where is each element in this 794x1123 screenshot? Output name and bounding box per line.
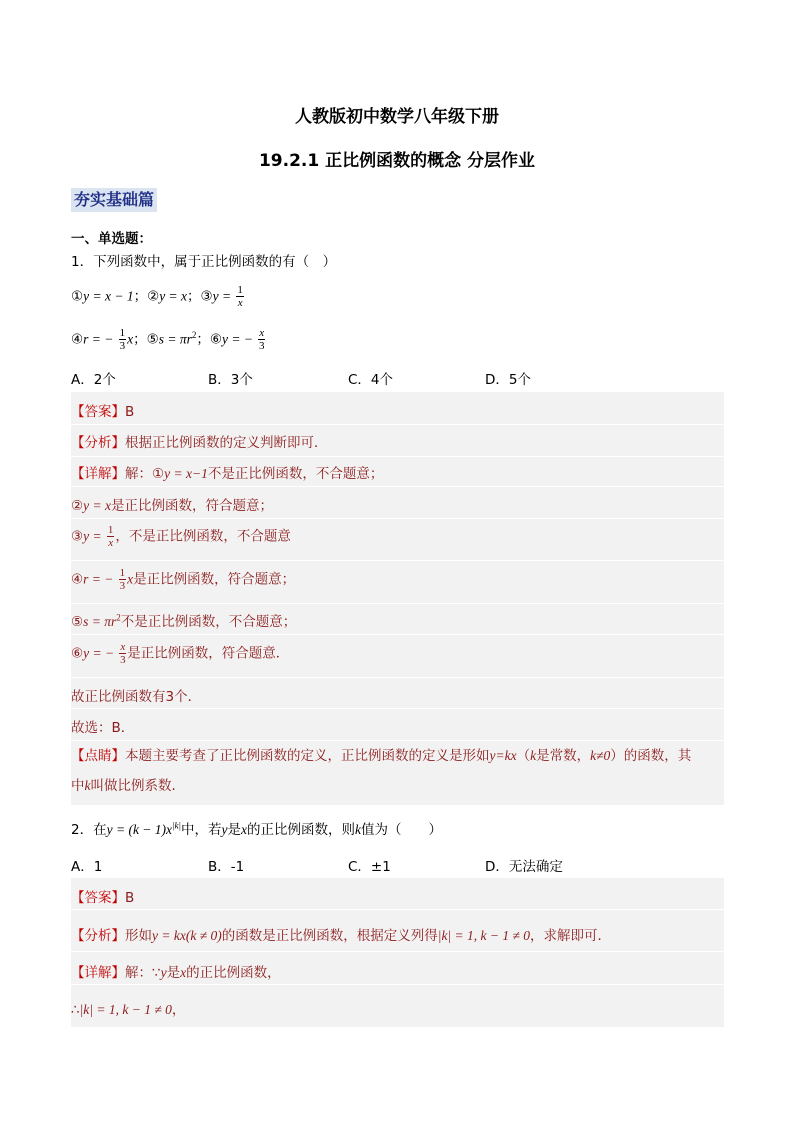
q1-items-row2: ④r = − $\frac{1}{3}$ x；⑤s = $\pi r^2$；⑥y = − $\frac{x}{3}$ — [71, 327, 265, 352]
q2-stem: 2．在$y = (k - 1)x^{|k|}$中，若y是x的正比例函数，则k值为（ ） — [71, 820, 442, 838]
divider — [71, 603, 724, 604]
q1-stem: 1．下列函数中，属于正比例函数的有（ ） — [71, 254, 337, 270]
divider — [71, 951, 724, 952]
q2-answer: 【答案】B — [71, 890, 135, 906]
q2-option-b: B．-1 — [208, 859, 245, 875]
divider — [71, 677, 724, 678]
q2-option-d: D．无法确定 — [485, 859, 563, 875]
q1-detail-6: ⑥y = − $\frac{x}{3}$ 是正比例函数，符合题意． — [71, 641, 290, 666]
divider — [71, 486, 724, 487]
q1-items-row1: ①y = x − 1；②y = x；③y = $\frac{1}{x}$ — [71, 284, 243, 309]
q1-option-c: C．4个 — [348, 372, 394, 388]
q1-detail-3: ③y = $\frac{1}{x}$ ，不是正比例函数，不合题意 — [71, 524, 291, 549]
q2-option-c: C．±1 — [348, 859, 391, 875]
q1-comment: 【点睛】本题主要考查了正比例函数的定义，正比例函数的定义是形如y=kx（k是常数，k≠0）的函数，其 中k叫做比例系数． — [71, 748, 692, 794]
q2-option-a: A．1 — [71, 859, 103, 875]
q1-option-d: D．5个 — [485, 372, 531, 388]
divider — [71, 424, 724, 425]
q1-detail-1: 【详解】解：①y = x−1不是正比例函数，不合题意； — [71, 466, 384, 482]
part-heading: 一、单选题： — [71, 231, 152, 247]
q1-detail-2: ②y = x是正比例函数，符合题意； — [71, 498, 273, 514]
q1-detail-4: ④r = − $\frac{1}{3}$ x是正比例函数，符合题意； — [71, 567, 296, 592]
q1-option-b: B．3个 — [208, 372, 253, 388]
q2-detail: 【详解】解：∵y是x的正比例函数， — [71, 965, 281, 981]
q1-option-a: A．2个 — [71, 372, 116, 388]
divider — [71, 984, 724, 985]
q2-therefore: ∴|k| = 1, k − 1 ≠ 0， — [71, 1002, 186, 1018]
q1-detail-5: ⑤s = $\pi r^2$不是正比例函数，不合题意； — [71, 612, 297, 630]
divider — [71, 560, 724, 561]
q1-analysis: 【分析】根据正比例函数的定义判断即可． — [71, 435, 328, 451]
document-title: 人教版初中数学八年级下册 — [295, 107, 499, 127]
section-label: 夯实基础篇 — [71, 188, 157, 212]
divider — [71, 634, 724, 635]
document-subtitle: 19.2.1 正比例函数的概念 分层作业 — [258, 151, 536, 171]
q1-conclusion: 故正比例函数有3个． — [71, 689, 202, 705]
divider — [71, 518, 724, 519]
q2-analysis: 【分析】形如y = kx(k ≠ 0)的函数是正比例函数，根据定义列得|k| = 1, k − 1 ≠ 0，求解即可． — [71, 928, 612, 944]
divider — [71, 708, 724, 709]
q1-choose: 故选：B． — [71, 720, 135, 736]
divider — [71, 456, 724, 457]
q1-answer: 【答案】B — [71, 404, 135, 420]
divider — [71, 909, 724, 910]
